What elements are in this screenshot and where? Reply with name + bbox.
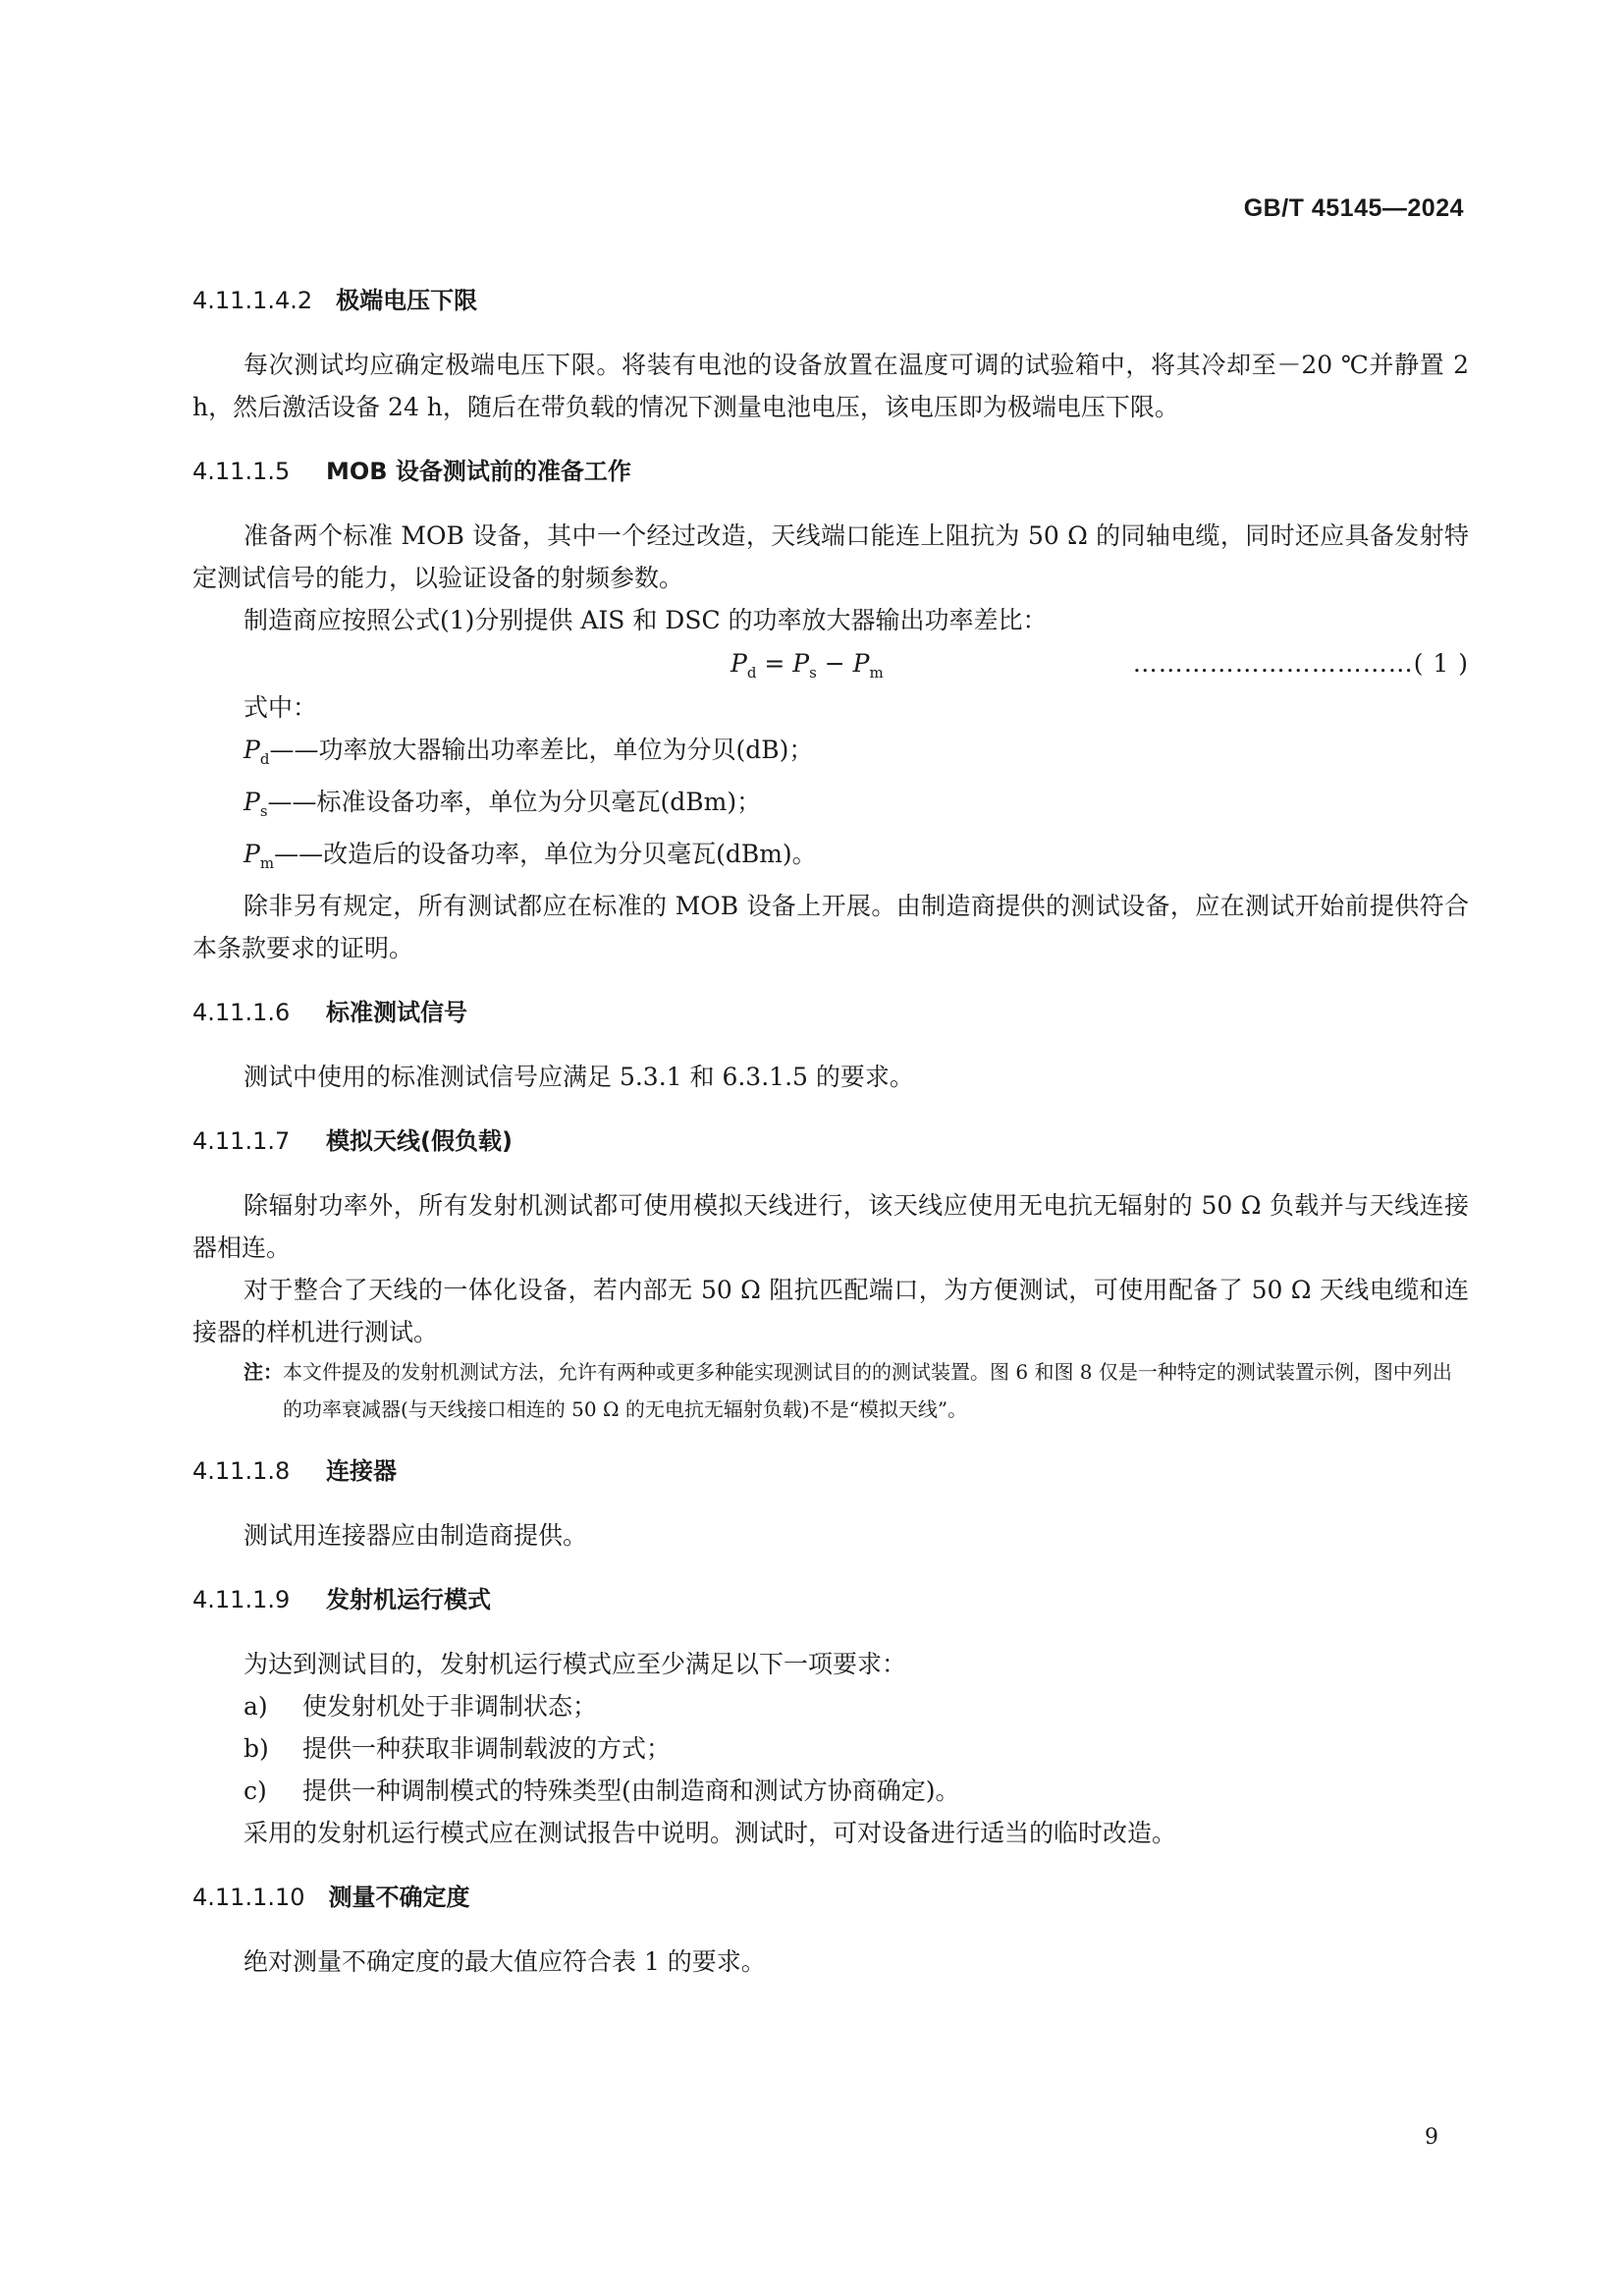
heading-4-11-1-6 (192, 995, 1469, 1030)
paragraph: 除辐射功率外，所有发射机测试都可使用模拟天线进行，该天线应使用无电抗无辐射的 50 Ω 负载并与天线连接器相连。 (192, 1191, 1469, 1262)
heading-4-11-1-9 (192, 1582, 1469, 1617)
heading-number: 4.11.1.7 (192, 1127, 291, 1155)
paragraph: 制造商应按照公式(1)分别提供 AIS 和 DSC 的功率放大器输出功率差比： (243, 606, 1048, 634)
formula-1 (192, 641, 1469, 686)
heading-4-11-1-7 (192, 1123, 1469, 1159)
definition-item: $P_d——$功率放大器输出功率差比，单位为分贝(dB)； (243, 736, 814, 768)
formula-expression: $P_d = P_s - P_m$ (730, 649, 884, 682)
paragraph: 对于整合了天线的一体化设备，若内部无 50 Ω 阻抗匹配端口，为方便测试，可使用配备了 50 Ω 天线电缆和连接器的样机进行测试。 (192, 1276, 1469, 1346)
paragraph: 除非另有规定，所有测试都应在标准的 MOB 设备上开展。由制造商提供的测试设备，应在测试开始前提供符合本条款要求的证明。 (192, 892, 1469, 962)
list-item: b) 提供一种获取非调制载波的方式； (243, 1734, 672, 1763)
paragraph: 准备两个标准 MOB 设备，其中一个经过改造，天线端口能连上阻抗为 50 Ω 的同轴电缆，同时还应具备发射特定测试信号的能力，以验证设备的射频参数。 (192, 521, 1469, 592)
where-label: 式中： (243, 693, 318, 722)
symbol-definitions (192, 729, 1469, 885)
list-item: c) 提供一种调制模式的特殊类型(由制造商和测试方协商确定)。 (243, 1777, 960, 1805)
heading-4-11-1-4-2 (192, 283, 1469, 318)
heading-title: 模拟天线(假负载) (326, 1127, 513, 1155)
standard-number: GB/T 45145—2024 (1243, 194, 1464, 222)
heading-number: 4.11.1.9 (192, 1586, 291, 1613)
paragraph: 采用的发射机运行模式应在测试报告中说明。测试时，可对设备进行适当的临时改造。 (243, 1819, 1177, 1847)
paragraph: 为达到测试目的，发射机运行模式应至少满足以下一项要求： (243, 1650, 907, 1678)
heading-title: 测量不确定度 (328, 1884, 470, 1911)
heading-number: 4.11.1.5 (192, 458, 291, 485)
main-content (192, 283, 1469, 1983)
heading-title: 连接器 (326, 1457, 397, 1485)
paragraph: 测试中使用的标准测试信号应满足 5.3.1 和 6.3.1.5 的要求。 (243, 1063, 914, 1091)
heading-title: 极端电压下限 (336, 287, 478, 314)
heading-4-11-1-8 (192, 1453, 1469, 1489)
heading-title: 发射机运行模式 (326, 1586, 491, 1613)
heading-number: 4.11.1.8 (192, 1457, 291, 1485)
heading-title: 标准测试信号 (326, 999, 467, 1026)
heading-number: 4.11.1.4.2 (192, 287, 313, 314)
requirement-list (192, 1685, 1469, 1812)
formula-number: ……………………………( 1 ) (1132, 649, 1469, 678)
page-number: 9 (1425, 2125, 1438, 2150)
paragraph: 绝对测量不确定度的最大值应符合表 1 的要求。 (243, 1947, 766, 1976)
heading-4-11-1-5 (192, 454, 1469, 489)
heading-4-11-1-10 (192, 1880, 1469, 1915)
heading-title: MOB 设备测试前的准备工作 (326, 458, 631, 485)
note-label: 注： (243, 1360, 283, 1384)
note-text: 本文件提及的发射机测试方法，允许有两种或更多种能实现测试目的的测试装置。图 6 和图 8 仅是一种特定的测试装置示例，图中列出的功率衰减器(与天线接口相连的 50 Ω 的无电抗无辐射负载)不是“模拟天线”。 (283, 1360, 1452, 1421)
list-item: a) 使发射机处于非调制状态； (243, 1692, 598, 1721)
definition-item: $P_m——$改造后的设备功率，单位为分贝毫瓦(dBm)。 (243, 840, 817, 872)
heading-number: 4.11.1.10 (192, 1884, 305, 1911)
paragraph: 测试用连接器应由制造商提供。 (243, 1521, 588, 1550)
paragraph: 每次测试均应确定极端电压下限。将装有电池的设备放置在温度可调的试验箱中，将其冷却至－20 ℃并静置 2 h，然后激活设备 24 h，随后在带负载的情况下测量电池电压，该电压即为极端电压下限。 (192, 351, 1469, 421)
note (243, 1353, 1469, 1428)
definition-item: $P_s——$标准设备功率，单位为分贝毫瓦(dBm)； (243, 788, 762, 820)
heading-number: 4.11.1.6 (192, 999, 291, 1026)
